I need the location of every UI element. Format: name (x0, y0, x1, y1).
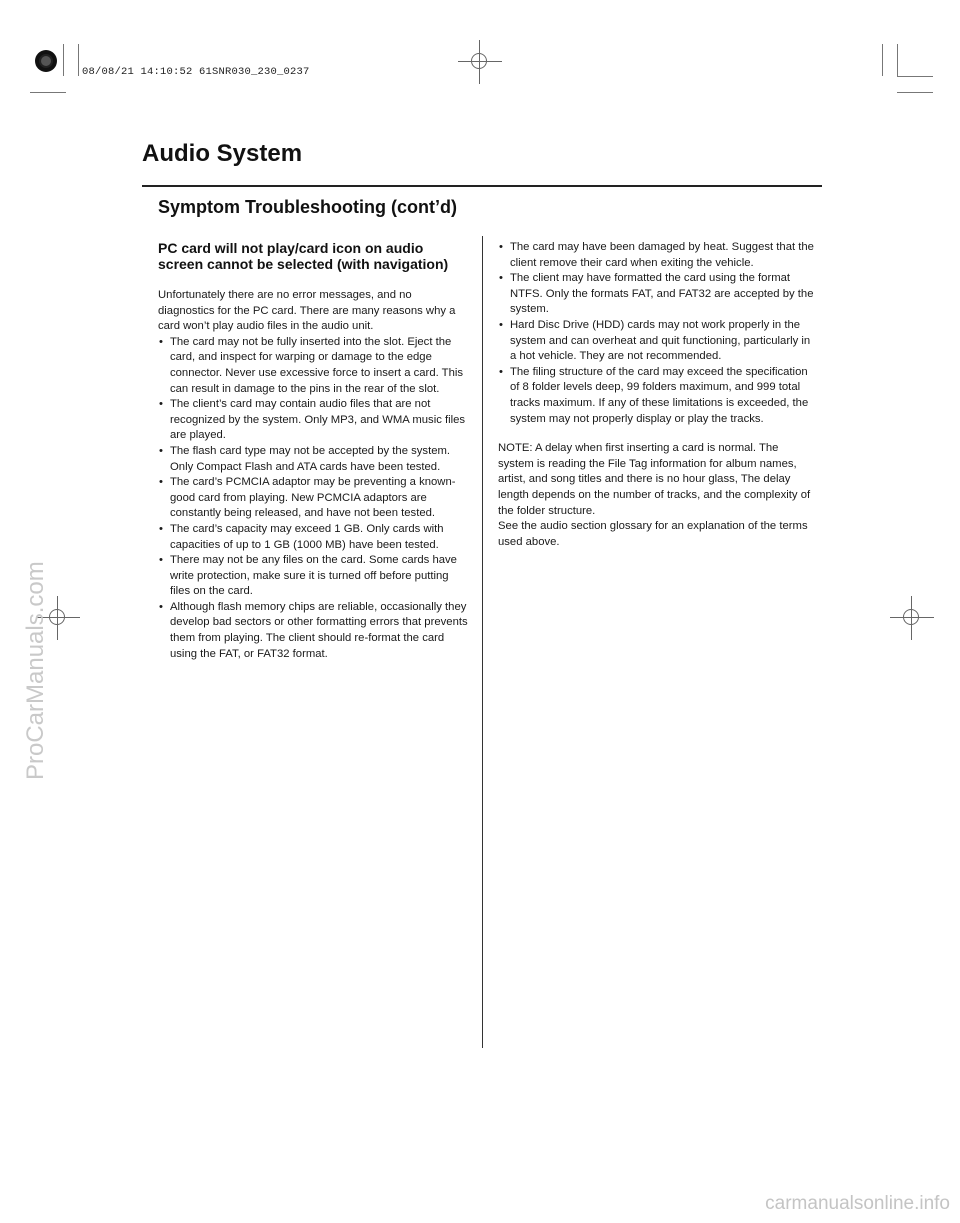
crop-mark (882, 44, 883, 76)
crosshair-mark-icon (458, 40, 502, 84)
crop-mark (30, 92, 66, 93)
glossary-reference: See the audio section glossary for an explanation of the terms used above. (498, 520, 808, 548)
registration-mark-icon (35, 50, 57, 72)
list-item: • The client’s card may contain audio files that are not recognized by the system. Only MP3, and WMA music files are played. (158, 397, 470, 444)
right-bullet-list (498, 240, 814, 427)
print-stamp: 08/08/21 14:10:52 61SNR030_230_0237 (82, 66, 310, 78)
column-divider (482, 236, 483, 1048)
title-rule (142, 185, 822, 187)
crosshair-mark-icon (890, 596, 934, 640)
list-item: • Although flash memory chips are reliable, occasionally they develop bad sectors or other formatting errors that prevents them from playing. The client should re-format the card using the FAT, or FAT32 format. (158, 600, 470, 662)
list-item: • The flash card type may not be accepted by the system. Only Compact Flash and ATA cards have been tested. (158, 444, 470, 475)
left-column (158, 240, 470, 662)
crop-mark (63, 44, 64, 76)
list-item: • The client may have formatted the card using the format NTFS. Only the formats FAT, and FAT32 are accepted by the system. (498, 271, 814, 318)
intro-paragraph: Unfortunately there are no error messages, and no diagnostics for the PC card. There are many reasons why a card won’t play audio files in the audio unit. (158, 289, 456, 333)
list-item: • The filing structure of the card may exceed the specification of 8 folder levels deep, 99 folders maximum, and 999 total tracks maximum. If any of these limitations is exceeded, the system may not properly display or play the tracks. (498, 365, 814, 427)
crop-mark (897, 76, 933, 77)
list-item: • Hard Disc Drive (HDD) cards may not work properly in the system and can overheat and quit functioning, particularly in a hot vehicle. They are not recommended. (498, 318, 814, 365)
crop-mark (897, 44, 898, 76)
subsection-heading: PC card will not play/card icon on audio screen cannot be selected (with navigation) (158, 240, 449, 272)
list-item: • The card may not be fully inserted into the slot. Eject the card, and inspect for warping or damage to the edge connector. Never use excessive force to insert a card. This can result in damage to the pins in the rear of the slot. (158, 335, 470, 397)
side-watermark: ProCarManuals.com (22, 561, 49, 780)
list-item: • The card may have been damaged by heat. Suggest that the client remove their card when exiting the vehicle. (498, 240, 814, 271)
crop-mark (897, 92, 933, 93)
crop-mark (78, 44, 79, 76)
section-title: Symptom Troubleshooting (cont’d) (158, 197, 457, 217)
left-bullet-list (158, 335, 470, 662)
note-paragraph: NOTE: A delay when first inserting a card is normal. The system is reading the File Tag information for album names, artist, and song titles and there is no hour glass, The delay length depends on the number of tracks, and the complexity of the folder structure. (498, 442, 811, 517)
list-item: • There may not be any files on the card. Some cards have write protection, make sure it is turned off before putting files on the card. (158, 553, 470, 600)
list-item: • The card’s PCMCIA adaptor may be preventing a known-good card from playing. New PCMCIA adaptors are constantly being released, and have not been tested. (158, 475, 470, 522)
page-title: Audio System (142, 140, 303, 167)
right-column (498, 240, 814, 550)
footer-watermark: carmanualsonline.info (765, 1193, 950, 1214)
list-item: • The card’s capacity may exceed 1 GB. Only cards with capacities of up to 1 GB (1000 MB) have been tested. (158, 522, 470, 553)
note-block (498, 441, 814, 550)
